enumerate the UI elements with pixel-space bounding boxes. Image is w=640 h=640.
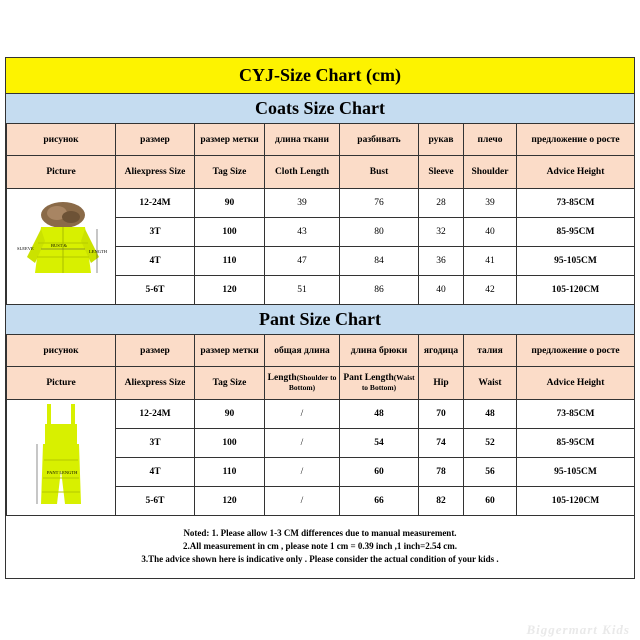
coats-en-header: Tag Size <box>195 156 265 189</box>
coats-cell: 3T <box>116 218 195 247</box>
coats-cell: 80 <box>340 218 419 247</box>
coats-cell: 36 <box>419 247 464 276</box>
coats-cell: 42 <box>464 276 517 305</box>
coats-section-title: Coats Size Chart <box>6 93 634 124</box>
coats-cell: 120 <box>195 276 265 305</box>
pants-en-header: Waist <box>464 367 517 400</box>
coats-cell: 12-24M <box>116 189 195 218</box>
pants-row <box>7 400 635 429</box>
pants-cell: 60 <box>464 487 517 516</box>
pants-cell: 60 <box>340 458 419 487</box>
coats-en-header: Shoulder <box>464 156 517 189</box>
coats-cell: 86 <box>340 276 419 305</box>
pants-cell: 4T <box>116 458 195 487</box>
coats-cell: 100 <box>195 218 265 247</box>
watermark: Biggermart Kids <box>526 622 630 637</box>
pants-ru-header: ягодица <box>419 335 464 367</box>
pants-cell: 12-24M <box>116 400 195 429</box>
pants-cell: 54 <box>340 429 419 458</box>
coats-en-header: Picture <box>7 156 116 189</box>
pants-cell: 48 <box>464 400 517 429</box>
pants-en-header: Aliexpress Size <box>116 367 195 400</box>
coats-cell: 84 <box>340 247 419 276</box>
pants-section-title: Pant Size Chart <box>6 304 634 335</box>
coat-bust-label: BUST & <box>51 243 68 248</box>
pants-cell: 66 <box>340 487 419 516</box>
pant-length-image-label: PANT LENGTH <box>47 470 78 475</box>
coats-ru-header: разбивать <box>340 124 419 156</box>
pants-cell: 100 <box>195 429 265 458</box>
length-sub-label: (Shoulder to Bottom) <box>288 373 337 392</box>
coats-cell: 95-105CM <box>517 247 635 276</box>
coats-ru-header: рисунок <box>7 124 116 156</box>
pants-ru-header: размер <box>116 335 195 367</box>
pants-cell: / <box>265 458 340 487</box>
pants-cell: 52 <box>464 429 517 458</box>
coats-cell: 47 <box>265 247 340 276</box>
coats-en-header-row <box>7 156 635 189</box>
pants-cell: 95-105CM <box>517 458 635 487</box>
pants-cell: 5-6T <box>116 487 195 516</box>
pants-en-header: Picture <box>7 367 116 400</box>
pant-image <box>11 400 111 512</box>
chart-title: CYJ-Size Chart (cm) <box>6 58 634 94</box>
coats-ru-header: предложение о росте <box>517 124 635 156</box>
coats-cell: 5-6T <box>116 276 195 305</box>
coats-cell: 40 <box>419 276 464 305</box>
length-label: Length <box>267 373 297 383</box>
pants-cell: 70 <box>419 400 464 429</box>
pants-table <box>6 334 635 516</box>
note-line: 3.The advice shown here is indicative only . Please consider the actual condition of your kids . <box>141 554 499 564</box>
coats-en-header: Bust <box>340 156 419 189</box>
pant-length-label: Pant Length <box>343 373 394 383</box>
pants-en-header-pant-length <box>340 367 419 400</box>
coats-en-header: Sleeve <box>419 156 464 189</box>
pants-cell: 110 <box>195 458 265 487</box>
coats-cell: 4T <box>116 247 195 276</box>
coats-ru-header: рукав <box>419 124 464 156</box>
coats-row <box>7 189 635 218</box>
pants-cell: 73-85CM <box>517 400 635 429</box>
coats-table <box>6 123 635 305</box>
coats-cell: 39 <box>265 189 340 218</box>
pants-ru-header: рисунок <box>7 335 116 367</box>
coats-ru-header-row <box>7 124 635 156</box>
pants-cell: 85-95CM <box>517 429 635 458</box>
pants-ru-header: размер метки <box>195 335 265 367</box>
pants-cell: 48 <box>340 400 419 429</box>
coats-cell: 110 <box>195 247 265 276</box>
coat-picture <box>7 189 116 305</box>
coats-cell: 76 <box>340 189 419 218</box>
pants-cell: 74 <box>419 429 464 458</box>
coats-cell: 39 <box>464 189 517 218</box>
pants-ru-header: предложение о росте <box>517 335 635 367</box>
coats-ru-header: размер метки <box>195 124 265 156</box>
coats-cell: 41 <box>464 247 517 276</box>
pant-picture <box>7 400 116 516</box>
pants-cell: 82 <box>419 487 464 516</box>
pants-cell: / <box>265 487 340 516</box>
pants-ru-header: талия <box>464 335 517 367</box>
pants-en-header-length <box>265 367 340 400</box>
pants-en-header: Advice Height <box>517 367 635 400</box>
coats-en-header: Cloth Length <box>265 156 340 189</box>
coats-cell: 51 <box>265 276 340 305</box>
pant-length-sub-label: (Waist to Bottom) <box>361 373 415 392</box>
coats-cell: 40 <box>464 218 517 247</box>
coat-sleeve-label: SLEEVE <box>17 246 34 251</box>
coats-en-header: Advice Height <box>517 156 635 189</box>
coat-image <box>11 195 111 295</box>
coats-cell: 73-85CM <box>517 189 635 218</box>
pants-cell: 120 <box>195 487 265 516</box>
pants-cell: / <box>265 400 340 429</box>
pants-ru-header: общая длина <box>265 335 340 367</box>
coats-cell: 28 <box>419 189 464 218</box>
pants-cell: 3T <box>116 429 195 458</box>
pants-cell: 78 <box>419 458 464 487</box>
coats-en-header: Aliexpress Size <box>116 156 195 189</box>
coats-ru-header: длина ткани <box>265 124 340 156</box>
coats-cell: 43 <box>265 218 340 247</box>
notes <box>6 514 634 578</box>
pants-cell: 90 <box>195 400 265 429</box>
pants-cell: 105-120CM <box>517 487 635 516</box>
pants-ru-header-row <box>7 335 635 367</box>
size-chart-sheet <box>5 57 635 579</box>
coats-cell: 32 <box>419 218 464 247</box>
pants-cell: / <box>265 429 340 458</box>
pants-en-header: Hip <box>419 367 464 400</box>
pants-cell: 56 <box>464 458 517 487</box>
note-line: Noted: 1. Please allow 1-3 CM differences due to manual measurement. <box>183 528 457 538</box>
pants-en-header-row <box>7 367 635 400</box>
note-line: 2.All measurement in cm , please note 1 cm = 0.39 inch ,1 inch=2.54 cm. <box>182 541 458 551</box>
coats-ru-header: плечо <box>464 124 517 156</box>
coats-cell: 90 <box>195 189 265 218</box>
coats-cell: 85-95CM <box>517 218 635 247</box>
coats-ru-header: размер <box>116 124 195 156</box>
pants-en-header: Tag Size <box>195 367 265 400</box>
pants-ru-header: длина брюки <box>340 335 419 367</box>
coat-length-label: LENGTH <box>89 249 107 254</box>
coats-cell: 105-120CM <box>517 276 635 305</box>
